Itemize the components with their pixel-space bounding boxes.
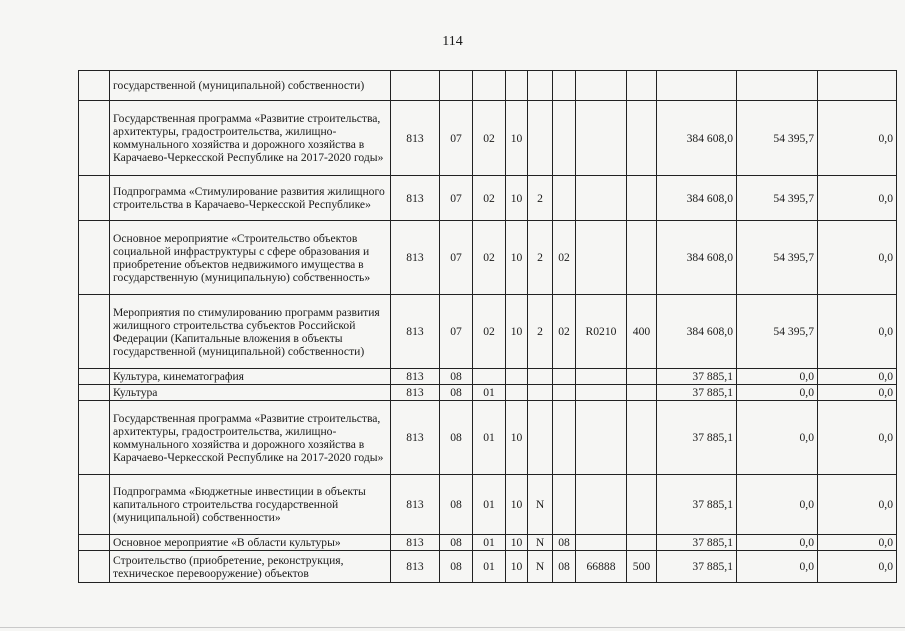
cell-pr: 02: [473, 295, 506, 369]
cell-csr4: [576, 535, 627, 551]
cell-sum2: 0,0: [737, 475, 818, 535]
cell-sum3: 0,0: [818, 221, 897, 295]
cell-sum3: 0,0: [818, 551, 897, 583]
cell-pr: 02: [473, 176, 506, 221]
cell-csr3: [553, 475, 576, 535]
cell-csr3: 08: [553, 551, 576, 583]
cell-name: Подпрограмма «Бюджетные инвестиции в объекты капитального строительства государственной (муниципальной) собственности»: [110, 475, 391, 535]
cell-pr: [473, 71, 506, 101]
cell-name: Культура, кинематография: [110, 369, 391, 385]
cell-csr1: 10: [506, 221, 528, 295]
cell-sum1: 384 608,0: [657, 176, 737, 221]
cell-ved: 813: [391, 221, 440, 295]
cell-ved: 813: [391, 295, 440, 369]
cell-sum1: [657, 71, 737, 101]
cell-csr1: 10: [506, 295, 528, 369]
cell-sum2: [737, 71, 818, 101]
cell-index: [79, 401, 110, 475]
cell-ved: 813: [391, 551, 440, 583]
cell-name: Государственная программа «Развитие строительства, архитектуры, градостроительства, жилищно-коммунального хозяйства и дорожного хозяйства в Карачаево-Черкесской Республике на 2017-2020 годы»: [110, 101, 391, 176]
cell-csr1: [506, 71, 528, 101]
cell-csr3: [553, 176, 576, 221]
cell-sum2: 0,0: [737, 385, 818, 401]
cell-ved: 813: [391, 176, 440, 221]
cell-index: [79, 385, 110, 401]
table-row: [79, 176, 897, 221]
table-row: [79, 221, 897, 295]
cell-sum3: 0,0: [818, 385, 897, 401]
table-row: [79, 71, 897, 101]
cell-index: [79, 295, 110, 369]
cell-rz: 08: [440, 369, 473, 385]
table-row: [79, 475, 897, 535]
table-row: [79, 369, 897, 385]
table-body: [79, 71, 897, 583]
cell-sum1: 384 608,0: [657, 101, 737, 176]
cell-index: [79, 535, 110, 551]
table-row: [79, 551, 897, 583]
cell-vr: [627, 401, 657, 475]
cell-csr3: 02: [553, 295, 576, 369]
scan-edge-line: [0, 627, 905, 628]
cell-sum1: 384 608,0: [657, 221, 737, 295]
cell-index: [79, 551, 110, 583]
cell-sum2: 0,0: [737, 551, 818, 583]
cell-vr: 500: [627, 551, 657, 583]
cell-csr3: 02: [553, 221, 576, 295]
cell-csr1: [506, 369, 528, 385]
cell-index: [79, 101, 110, 176]
cell-index: [79, 176, 110, 221]
cell-csr1: 10: [506, 551, 528, 583]
cell-vr: [627, 369, 657, 385]
budget-table: [78, 70, 897, 583]
cell-sum2: 54 395,7: [737, 176, 818, 221]
cell-sum2: 0,0: [737, 535, 818, 551]
cell-sum2: 54 395,7: [737, 295, 818, 369]
table-row: [79, 535, 897, 551]
cell-rz: 07: [440, 295, 473, 369]
cell-csr2: N: [528, 551, 553, 583]
cell-sum3: 0,0: [818, 295, 897, 369]
cell-csr2: [528, 101, 553, 176]
cell-csr4: [576, 385, 627, 401]
cell-sum1: 37 885,1: [657, 551, 737, 583]
cell-rz: 08: [440, 551, 473, 583]
cell-csr3: [553, 71, 576, 101]
cell-index: [79, 475, 110, 535]
cell-pr: [473, 369, 506, 385]
cell-pr: 01: [473, 535, 506, 551]
cell-csr2: [528, 369, 553, 385]
cell-vr: [627, 176, 657, 221]
cell-rz: 08: [440, 475, 473, 535]
cell-sum3: 0,0: [818, 401, 897, 475]
cell-sum1: 37 885,1: [657, 385, 737, 401]
cell-pr: 01: [473, 475, 506, 535]
cell-ved: 813: [391, 535, 440, 551]
cell-name: Государственная программа «Развитие строительства, архитектуры, градостроительства, жилищно-коммунального хозяйства и дорожного хозяйства в Карачаево-Черкесской Республике на 2017-2020 годы»: [110, 401, 391, 475]
cell-sum3: 0,0: [818, 176, 897, 221]
cell-sum1: 37 885,1: [657, 475, 737, 535]
cell-name: Основное мероприятие «В области культуры»: [110, 535, 391, 551]
cell-csr1: [506, 385, 528, 401]
cell-sum3: 0,0: [818, 101, 897, 176]
cell-csr1: 10: [506, 401, 528, 475]
cell-sum2: 0,0: [737, 401, 818, 475]
cell-csr3: [553, 369, 576, 385]
cell-index: [79, 221, 110, 295]
cell-name: Строительство (приобретение, реконструкция, техническое перевооружение) объектов: [110, 551, 391, 583]
cell-sum1: 384 608,0: [657, 295, 737, 369]
cell-vr: [627, 385, 657, 401]
cell-csr4: [576, 71, 627, 101]
cell-vr: [627, 475, 657, 535]
cell-csr4: [576, 401, 627, 475]
cell-csr4: [576, 221, 627, 295]
cell-vr: [627, 71, 657, 101]
cell-csr4: [576, 176, 627, 221]
cell-csr2: 2: [528, 295, 553, 369]
cell-vr: [627, 221, 657, 295]
cell-ved: 813: [391, 475, 440, 535]
cell-index: [79, 71, 110, 101]
cell-csr2: [528, 401, 553, 475]
cell-name: Культура: [110, 385, 391, 401]
cell-sum3: 0,0: [818, 369, 897, 385]
cell-pr: 02: [473, 221, 506, 295]
cell-csr4: [576, 475, 627, 535]
cell-csr1: 10: [506, 475, 528, 535]
cell-rz: 08: [440, 401, 473, 475]
cell-csr4: 66888: [576, 551, 627, 583]
cell-csr4: [576, 101, 627, 176]
cell-csr3: [553, 101, 576, 176]
cell-csr2: N: [528, 535, 553, 551]
cell-rz: [440, 71, 473, 101]
cell-csr4: [576, 369, 627, 385]
page-number: 114: [442, 34, 463, 49]
cell-rz: 08: [440, 385, 473, 401]
cell-index: [79, 369, 110, 385]
cell-ved: 813: [391, 401, 440, 475]
cell-pr: 01: [473, 401, 506, 475]
table-row: [79, 295, 897, 369]
cell-csr1: 10: [506, 101, 528, 176]
table-row: [79, 385, 897, 401]
cell-csr3: [553, 401, 576, 475]
cell-sum1: 37 885,1: [657, 535, 737, 551]
cell-rz: 07: [440, 176, 473, 221]
cell-rz: 07: [440, 101, 473, 176]
cell-csr2: [528, 71, 553, 101]
cell-vr: [627, 101, 657, 176]
cell-rz: 08: [440, 535, 473, 551]
cell-name: Основное мероприятие «Строительство объектов социальной инфраструктуры с сфере образования и приобретение объектов недвижимого имущества в государственную (муниципальную) собственность»: [110, 221, 391, 295]
cell-sum3: [818, 71, 897, 101]
cell-csr2: [528, 385, 553, 401]
cell-ved: 813: [391, 369, 440, 385]
cell-name: Подпрограмма «Стимулирование развития жилищного строительства в Карачаево-Черкесской Республике»: [110, 176, 391, 221]
cell-ved: [391, 71, 440, 101]
cell-pr: 01: [473, 551, 506, 583]
cell-sum2: 0,0: [737, 369, 818, 385]
cell-rz: 07: [440, 221, 473, 295]
cell-csr2: 2: [528, 221, 553, 295]
cell-csr2: N: [528, 475, 553, 535]
cell-ved: 813: [391, 101, 440, 176]
table-row: [79, 101, 897, 176]
cell-csr3: [553, 385, 576, 401]
cell-vr: 400: [627, 295, 657, 369]
cell-sum1: 37 885,1: [657, 401, 737, 475]
cell-sum2: 54 395,7: [737, 101, 818, 176]
cell-csr4: R0210: [576, 295, 627, 369]
cell-sum3: 0,0: [818, 535, 897, 551]
cell-csr3: 08: [553, 535, 576, 551]
cell-sum3: 0,0: [818, 475, 897, 535]
cell-sum1: 37 885,1: [657, 369, 737, 385]
cell-pr: 01: [473, 385, 506, 401]
table-row: [79, 401, 897, 475]
cell-ved: 813: [391, 385, 440, 401]
cell-csr1: 10: [506, 535, 528, 551]
cell-sum2: 54 395,7: [737, 221, 818, 295]
cell-csr2: 2: [528, 176, 553, 221]
cell-name: государственной (муниципальной) собственности): [110, 71, 391, 101]
cell-csr1: 10: [506, 176, 528, 221]
cell-name: Мероприятия по стимулированию программ развития жилищного строительства субъектов Российской Федерации (Капитальные вложения в объекты государственной (муниципальной) собственности): [110, 295, 391, 369]
cell-pr: 02: [473, 101, 506, 176]
cell-vr: [627, 535, 657, 551]
